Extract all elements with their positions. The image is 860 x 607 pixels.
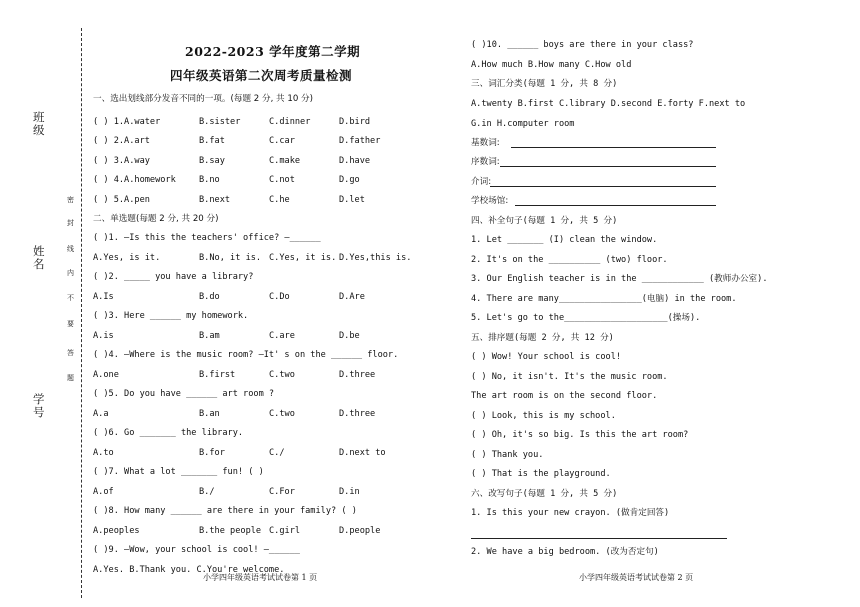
option-cell: D.bird <box>339 117 371 127</box>
option-cell: C.dinner <box>269 117 311 127</box>
student-id-label: 学号 <box>33 392 45 419</box>
option-cell: D.people <box>339 526 381 536</box>
page-2-line: ( ) Thank you. <box>471 450 544 460</box>
class-label: 班级 <box>33 110 45 137</box>
question-line: ( )6. Go _______ the library. <box>93 428 244 438</box>
page-2-line: 五、排序题(每题 2 分, 共 12 分) <box>471 333 614 343</box>
page-2-line: 三、词汇分类(每题 1 分, 共 8 分) <box>471 79 618 89</box>
page-2-line: 2. We have a big bedroom. (改为否定句) <box>471 547 659 557</box>
option-cell: ( ) 1.A.water <box>93 117 161 127</box>
option-cell: C.are <box>269 331 295 341</box>
option-cell: D.Yes,this is. <box>339 253 412 263</box>
answer-line <box>500 166 716 167</box>
page-2-line: 序数词: <box>471 157 500 167</box>
question-line: ( )5. Do you have ______ art room ? <box>93 389 275 399</box>
question-line: ( )1. —Is this the teachers' office? —______ <box>93 233 321 243</box>
option-cell: A.peoples <box>93 526 140 536</box>
option-cell: A.Yes, is it. <box>93 253 161 263</box>
page-2-line: ( ) Look, this is my school. <box>471 411 616 421</box>
option-cell: ( ) 4.A.homework <box>93 175 176 185</box>
option-cell: B.No, it is. <box>199 253 262 263</box>
page-2-line: 4. There are many________________(电脑) in the room. <box>471 294 737 304</box>
exam-subtitle: 四年级英语第二次周考质量检测 <box>170 68 353 83</box>
option-cell: D.have <box>339 156 371 166</box>
seal-char: 要 <box>67 320 74 328</box>
answer-line <box>490 186 716 187</box>
seal-char: 不 <box>67 294 74 302</box>
option-cell: D.go <box>339 175 360 185</box>
page-2-line: The art room is on the second floor. <box>471 391 658 401</box>
option-cell: D.Are <box>339 292 365 302</box>
option-cell: D.father <box>339 136 381 146</box>
question-line: ( )9. —Wow, your school is cool! —______ <box>93 545 300 555</box>
page-2-line: ( ) Oh, it's so big. Is this the art room? <box>471 430 689 440</box>
option-cell: D.be <box>339 331 360 341</box>
option-cell: D.let <box>339 195 365 205</box>
option-cell: A.a <box>93 409 109 419</box>
seal-char: 题 <box>67 374 74 382</box>
page-2-line: 学校场馆: <box>471 196 509 206</box>
option-cell: A.is <box>93 331 114 341</box>
page-2-line: 六、改写句子(每题 1 分, 共 5 分) <box>471 489 618 499</box>
option-cell: B.next <box>199 195 231 205</box>
section-heading: 一、选出划线部分发音不同的一项。(每题 2 分, 共 10 分) <box>93 94 313 104</box>
option-cell: C.Do <box>269 292 290 302</box>
seal-char: 封 <box>67 219 74 227</box>
name-label: 姓名 <box>33 244 45 271</box>
section-heading: 二、单选题(每题 2 分, 共 20 分) <box>93 214 219 224</box>
page-2-line: 1. Is this your new crayon. (做肯定回答) <box>471 508 670 518</box>
option-cell: D.three <box>339 409 376 419</box>
page-2-line: 2. It's on the __________ (two) floor. <box>471 255 668 265</box>
option-cell: D.in <box>339 487 360 497</box>
option-cell: D.three <box>339 370 376 380</box>
option-cell: C.For <box>269 487 295 497</box>
page-2-line: ( ) Wow! Your school is cool! <box>471 352 622 362</box>
seal-char: 内 <box>67 269 74 277</box>
page-2-line: 介词: <box>471 177 492 187</box>
option-cell: B.no <box>199 175 220 185</box>
page-2-line: 5. Let's go to the____________________(操场). <box>471 313 701 323</box>
seal-char: 线 <box>67 245 74 253</box>
seal-char: 密 <box>67 196 74 204</box>
question-line: ( )7. What a lot _______ fun! ( ) <box>93 467 264 477</box>
page-2-line: A.twenty B.first C.library D.second E.forty F.next to <box>471 99 746 109</box>
page-2-footer: 小学四年级英语考试试卷第 2 页 <box>579 573 694 582</box>
option-cell: B.the people <box>199 526 262 536</box>
option-cell: A.Is <box>93 292 114 302</box>
question-line: ( )4. —Where is the music room? —It' s on the ______ floor. <box>93 350 399 360</box>
option-cell: B.first <box>199 370 236 380</box>
question-line: ( )2. _____ you have a library? <box>93 272 254 282</box>
page-2-line: ( )10. ______ boys are there in your class? <box>471 40 694 50</box>
exam-title: 2022-2023 学年度第二学期 <box>185 44 361 59</box>
option-cell: D.next to <box>339 448 386 458</box>
option-cell: B.an <box>199 409 220 419</box>
page-2-line: ( ) No, it isn't. It's the music room. <box>471 372 668 382</box>
option-cell: B.sister <box>199 117 241 127</box>
page-1-footer: 小学四年级英语考试试卷第 1 页 <box>203 573 318 582</box>
option-cell: C.girl <box>269 526 301 536</box>
option-cell: B.for <box>199 448 225 458</box>
seal-dashed-line <box>81 28 82 598</box>
question-line: A.Yes. B.Thank you. C.You're welcome. <box>93 565 285 575</box>
page-2-line: G.in H.computer room <box>471 119 575 129</box>
page-2-line: ( ) That is the playground. <box>471 469 611 479</box>
option-cell: C.two <box>269 370 295 380</box>
option-cell: B.fat <box>199 136 225 146</box>
answer-line <box>471 538 727 539</box>
option-cell: ( ) 3.A.way <box>93 156 150 166</box>
option-cell: A.of <box>93 487 114 497</box>
option-cell: C.not <box>269 175 295 185</box>
question-line: ( )3. Here ______ my homework. <box>93 311 249 321</box>
page-2-line: 1. Let _______ (I) clean the window. <box>471 235 658 245</box>
seal-char: 答 <box>67 349 74 357</box>
option-cell: ( ) 2.A.art <box>93 136 150 146</box>
page-2-line: A.How much B.How many C.How old <box>471 60 632 70</box>
page-2-line: 基数词: <box>471 138 500 148</box>
question-line: ( )8. How many ______ are there in your family? ( ) <box>93 506 357 516</box>
option-cell: C.car <box>269 136 295 146</box>
option-cell: C.he <box>269 195 290 205</box>
option-cell: C.Yes, it is. <box>269 253 337 263</box>
option-cell: B.do <box>199 292 220 302</box>
option-cell: A.one <box>93 370 119 380</box>
option-cell: C.two <box>269 409 295 419</box>
option-cell: ( ) 5.A.pen <box>93 195 150 205</box>
option-cell: B./ <box>199 487 215 497</box>
answer-line <box>511 147 716 148</box>
option-cell: C.make <box>269 156 301 166</box>
page-2-line: 四、补全句子(每题 1 分, 共 5 分) <box>471 216 618 226</box>
option-cell: A.to <box>93 448 114 458</box>
page-2-line: 3. Our English teacher is in the ____________ (教师办公室). <box>471 274 768 284</box>
option-cell: C./ <box>269 448 285 458</box>
answer-line <box>515 205 716 206</box>
option-cell: B.am <box>199 331 220 341</box>
option-cell: B.say <box>199 156 225 166</box>
